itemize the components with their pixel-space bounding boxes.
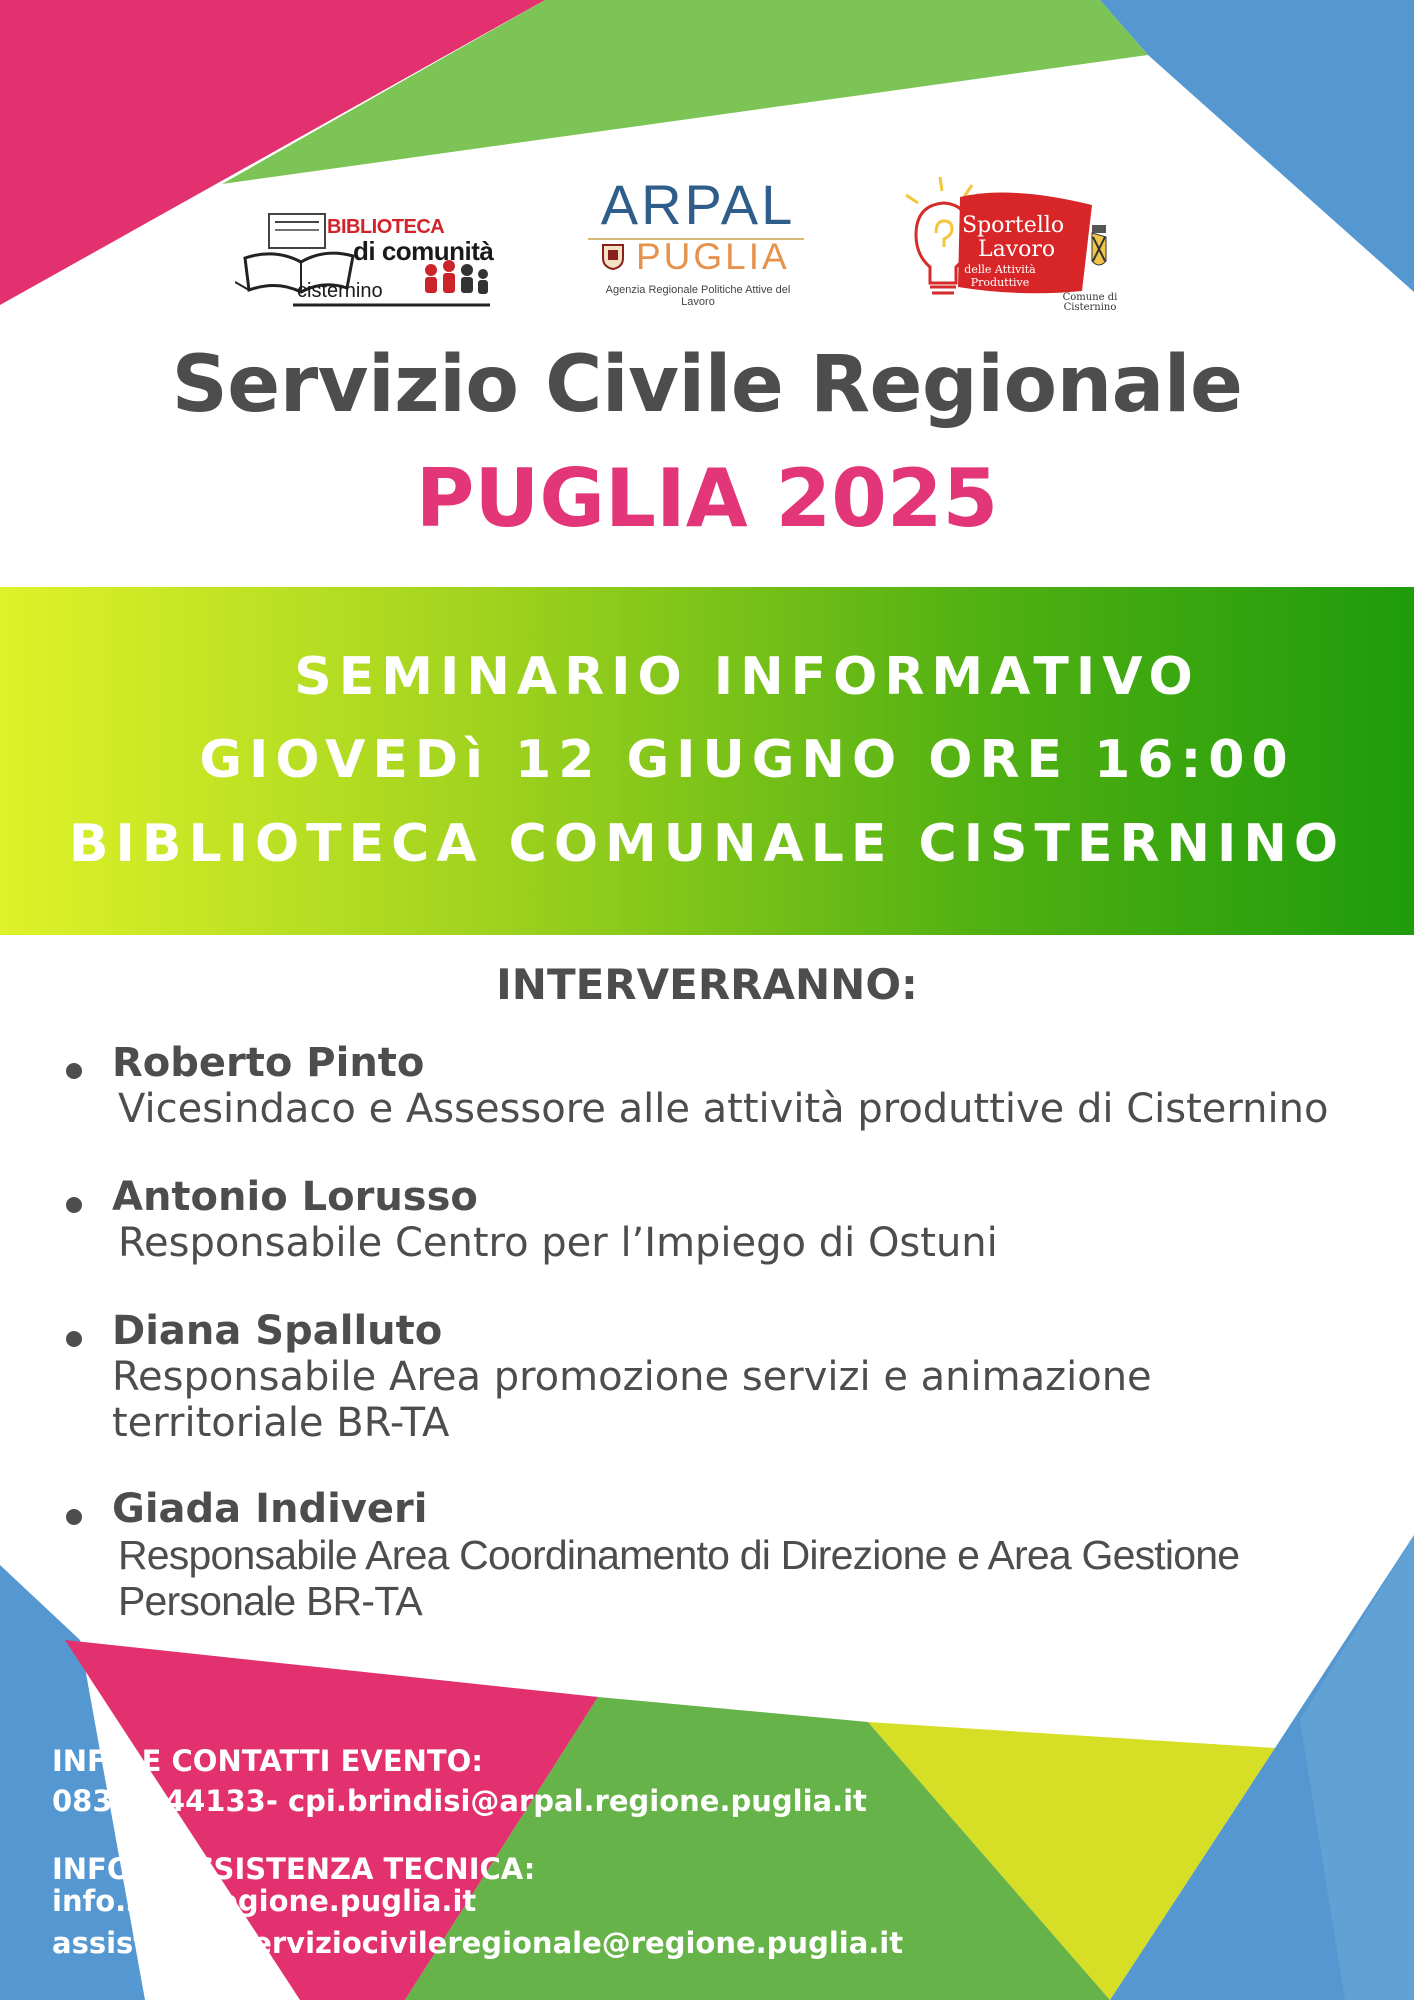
sportello-lavoro-logo [900,175,1140,315]
bullet-icon [66,1509,82,1525]
page-title: Servizio Civile Regionale [171,340,1243,430]
event-contacts-heading: INFO E CONTATTI EVENTO: [52,1744,483,1778]
biblioteca-logo-line2: di comunità [353,236,494,266]
arpal-logo-tagline: Agenzia Regionale Politiche Attive del Lavoro [605,284,791,308]
sportello-logo-line1: Sportello [962,213,1065,238]
speaker-name: Antonio Lorusso [112,1174,478,1220]
banner-event-date: GIOVEDì 12 GIUGNO ORE 16:00 [199,730,1295,790]
tech-assistance-heading: INFO E ASSISTENZA TECNICA: [52,1852,536,1886]
arpal-logo-region: PUGLIA [636,236,790,277]
biblioteca-logo-line1: BIBLIOTECA [327,216,445,238]
event-banner [0,587,1414,935]
speaker-role: Responsabile Area promozione servizi e animazione [112,1354,1152,1400]
tech-assistance-email-2: assistenza.serviziocivileregionale@regione.puglia.it [52,1926,904,1960]
speaker-role: Responsabile Centro per l’Impiego di Ostuni [118,1220,998,1266]
speaker-name: Roberto Pinto [112,1040,425,1086]
speaker-role: Vicesindaco e Assessore alle attività produttive di Cisternino [118,1086,1329,1132]
sportello-logo-line3: delle Attività Produttive [964,263,1036,289]
biblioteca-logo [235,210,495,310]
speaker-name: Giada Indiveri [112,1486,428,1532]
speaker-role-continued: Personale BR-TA [118,1578,422,1624]
biblioteca-logo-line3: cisternino [297,280,383,302]
arpal-logo [588,173,808,308]
bullet-icon [66,1197,82,1213]
arpal-logo-name: ARPAL [600,173,796,236]
speakers-heading: INTERVERRANNO: [496,960,918,1009]
speaker-role: Responsabile Area Coordinamento di Direzione e Area Gestione [118,1532,1240,1578]
tech-assistance-email-1: info.scr@regione.puglia.it [52,1884,477,1918]
sportello-logo-line2: Lavoro [978,237,1056,262]
event-contacts-line: 0831-544133- cpi.brindisi@arpal.regione.puglia.it [52,1784,867,1818]
banner-event-venue: BIBLIOTECA COMUNALE CISTERNINO [68,814,1346,874]
page-subtitle: PUGLIA 2025 [415,452,999,545]
speaker-role-continued: territoriale BR-TA [112,1400,450,1446]
bullet-icon [66,1063,82,1079]
sportello-logo-comune: Comune di Cisternino [1062,292,1118,313]
speaker-name: Diana Spalluto [112,1308,443,1354]
crest-icon [602,242,624,270]
banner-event-type: SEMINARIO INFORMATIVO [294,647,1200,707]
bullet-icon [66,1331,82,1347]
